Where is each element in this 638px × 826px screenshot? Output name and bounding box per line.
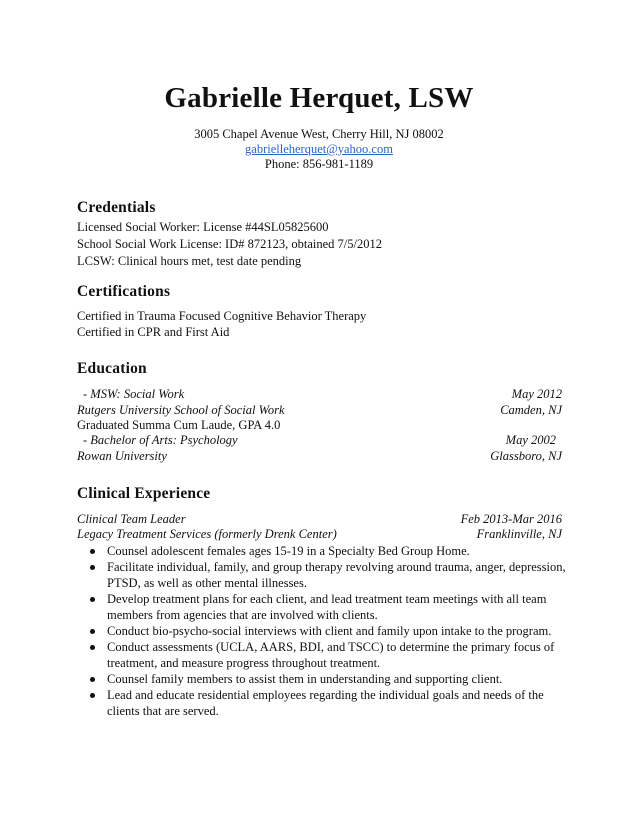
bullet-icon	[90, 677, 95, 682]
school-name: Rutgers University School of Social Work	[77, 403, 285, 417]
email-link[interactable]: gabrielleherquet@yahoo.com	[245, 142, 393, 156]
job-dates: Feb 2013-Mar 2016	[460, 512, 562, 526]
certification-line: Certified in CPR and First Aid	[77, 325, 230, 339]
bullet-icon	[90, 629, 95, 634]
job-organization: Legacy Treatment Services (formerly Drenk Center)	[77, 527, 337, 541]
job-title: Clinical Team Leader	[77, 512, 186, 526]
list-item: Counsel family members to assist them in understanding and supporting client.	[77, 671, 567, 687]
certifications-heading: Certifications	[77, 283, 171, 300]
experience-heading: Clinical Experience	[77, 485, 211, 502]
degree-title: - MSW: Social Work	[83, 387, 185, 401]
education-honors: Graduated Summa Cum Laude, GPA 4.0	[77, 418, 281, 432]
phone: Phone: 856-981-1189	[264, 157, 374, 171]
bullet-icon	[90, 693, 95, 698]
credentials-heading: Credentials	[77, 199, 156, 216]
degree-title: - Bachelor of Arts: Psychology	[83, 433, 238, 447]
school-location: Camden, NJ	[500, 403, 562, 417]
email-line	[0, 142, 638, 157]
education-heading: Education	[77, 360, 147, 377]
list-item: Conduct bio-psycho-social interviews with client and family upon intake to the program.	[77, 623, 567, 639]
list-item: Develop treatment plans for each client, and lead treatment team meetings with all team members from agencies that are involved with clients.	[77, 591, 567, 623]
degree-date: May 2012	[511, 387, 562, 401]
certification-line: Certified in Trauma Focused Cognitive Behavior Therapy	[77, 309, 367, 323]
candidate-name: Gabrielle Herquet, LSW	[164, 82, 474, 114]
school-name: Rowan University	[77, 449, 167, 463]
job-location: Franklinville, NJ	[476, 527, 562, 541]
degree-date: May 2002	[505, 433, 556, 447]
credential-line: School Social Work License: ID# 872123, obtained 7/5/2012	[77, 237, 382, 251]
bullet-icon	[90, 565, 95, 570]
list-item: Facilitate individual, family, and group therapy revolving around trauma, anger, depression, PTSD, as well as other mental illnesses.	[77, 559, 567, 591]
bullet-icon	[90, 549, 95, 554]
bullet-icon	[90, 597, 95, 602]
credential-line: LCSW: Clinical hours met, test date pending	[77, 254, 302, 268]
address: 3005 Chapel Avenue West, Cherry Hill, NJ 08002	[194, 127, 444, 141]
list-item: Lead and educate residential employees regarding the individual goals and needs of the clients that are served.	[77, 687, 567, 719]
bullet-icon	[90, 645, 95, 650]
credential-line: Licensed Social Worker: License #44SL05825600	[77, 220, 329, 234]
job-duties-list	[77, 543, 567, 719]
school-location: Glassboro, NJ	[490, 449, 562, 463]
list-item: Conduct assessments (UCLA, AARS, BDI, and TSCC) to determine the primary focus of treatment, and measure progress throughout treatment.	[77, 639, 567, 671]
list-item: Counsel adolescent females ages 15-19 in a Specialty Bed Group Home.	[77, 543, 567, 559]
